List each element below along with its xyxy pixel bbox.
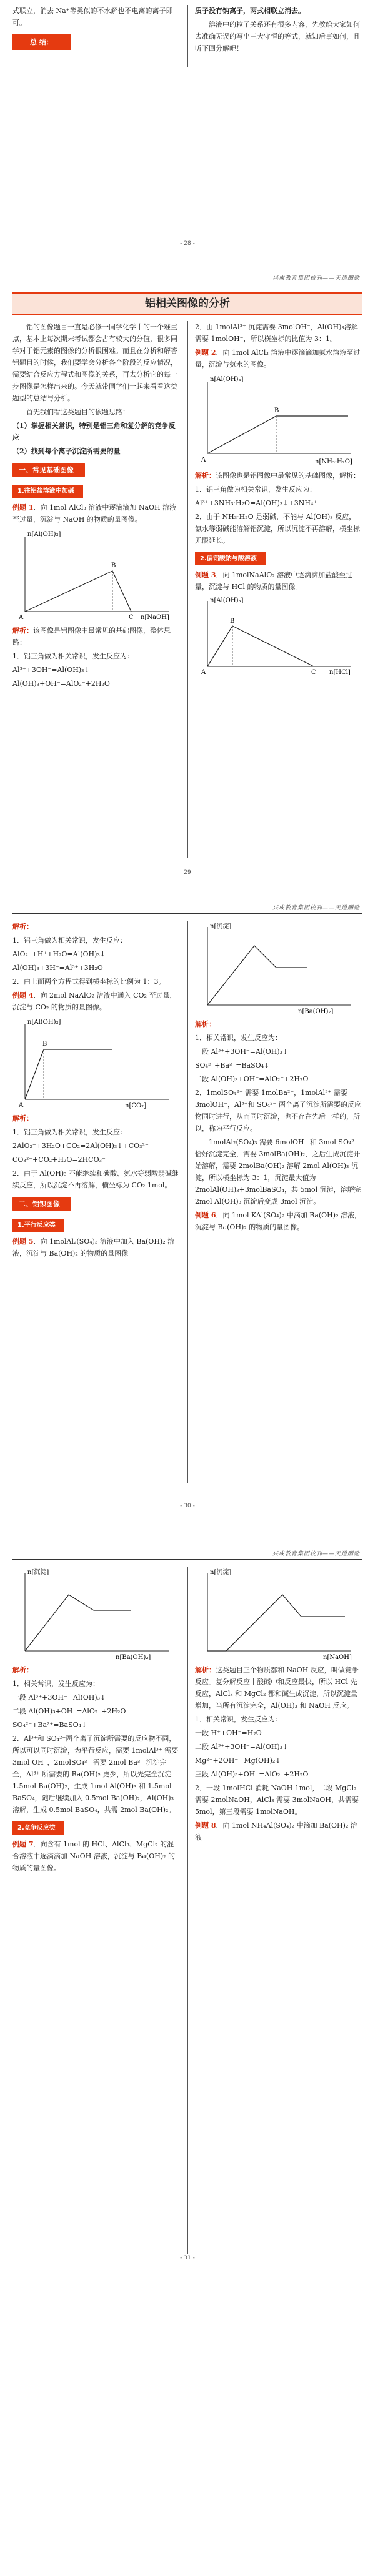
subsection-alsalt-base: 1.往铝盐溶液中加碱 bbox=[12, 485, 83, 498]
x-axis-label: n[NaOH] bbox=[141, 614, 169, 621]
point-a: A bbox=[19, 1102, 24, 1109]
graph-naalo2-hcl bbox=[195, 595, 358, 676]
page30-left-column bbox=[12, 921, 180, 1261]
p31-rstep-4: Mg²⁺+2OH⁻=Mg(OH)₂↓ bbox=[195, 1756, 281, 1765]
p31-rstep-3: 二段 Al³⁺+3OH⁻=Al(OH)₃↓ bbox=[195, 1743, 289, 1751]
x-axis-label: n[NaOH] bbox=[323, 1654, 352, 1660]
analysis-label: 解析： bbox=[12, 627, 33, 635]
page31-left-column bbox=[12, 1567, 180, 1876]
y-axis-label: n[沉淀] bbox=[210, 1569, 232, 1576]
curve bbox=[25, 571, 131, 612]
page-28 bbox=[0, 0, 375, 269]
header-rule bbox=[12, 913, 362, 914]
p30-right-4: 二段 Al(OH)₃+OH⁻=AlO₂⁻+2H₂O bbox=[195, 1075, 309, 1083]
p31-rstep-5: 三段 Al(OH)₃+OH⁻=AlO₂⁻+2H₂O bbox=[195, 1770, 309, 1778]
point-1: （1）掌握相关常识，特别是铝三角和复分解的竞争反应 bbox=[12, 422, 176, 442]
step-1-3: Al(OH)₃+OH⁻=AlO₂⁻+2H₂O bbox=[12, 680, 110, 688]
example-2-label: 例题 2 bbox=[195, 349, 216, 357]
point-c: C bbox=[311, 669, 316, 676]
p30-left-4: 2．由上面两个方程式得到横坐标的比例为 1：3。 bbox=[12, 978, 166, 986]
p30-right-1: 1．相关常识，发生反应为： bbox=[195, 1034, 282, 1042]
article-title: 铝相关图像的分析 bbox=[12, 292, 362, 315]
curve bbox=[25, 1595, 131, 1651]
curve bbox=[25, 1049, 112, 1099]
step-2-1: 1．铝三角做为相关常识，发生反应为： bbox=[195, 485, 316, 493]
example-8-label: 例题 8 bbox=[195, 1821, 216, 1830]
step-2-2: Al³⁺+3NH₃·H₂O=Al(OH)₃↓+3NH₄⁺ bbox=[195, 499, 318, 507]
intro-paragraph: 铝的图像题目一直是必修一同学化学中的一个难重点，基本上每次期末考试都会占有较大的分值，很多同学对于铝元素的图像的分析很困难。而且在分析和解答铝题目的时候，我们要学会分析各个阶段的反应情况，需要结合反应方程式和图像的关系，再去分析它的每一步图像是怎样出来的。今天就带同学们一起来看看这类题型的总结与分析。 bbox=[12, 323, 178, 402]
page-number: - 31 - bbox=[180, 2255, 195, 2261]
graph-mixed-naoh bbox=[195, 1567, 358, 1660]
y-axis-label: n[Al(OH)₃] bbox=[28, 531, 61, 538]
page30-right-column bbox=[195, 921, 362, 1235]
page28-right-text-1: 质子没有钠离子，两式相联立消去。 bbox=[195, 7, 305, 15]
y-axis-label: n[沉淀] bbox=[210, 923, 232, 930]
curve bbox=[208, 626, 314, 666]
analysis-label: 解析： bbox=[195, 1020, 216, 1028]
p30-right-6: 1molAl₂(SO₄)₃ 需要 6molOH⁻ 和 3mol SO₄²⁻ 恰好沉淀完全，需要 3molBa(OH)₂，之后生成沉淀开始溶解，需要 2molBa(OH)₂ 溶解 2mol Al(OH)₃ 沉淀，所以横坐标为 3：1，沉淀最大值为 2molAl(OH)₃+3molBaSO₄，共 5mol 沉淀，溶解完 2mol Al(OH)₃ 沉淀后变成 3mol 沉淀。 bbox=[195, 1138, 361, 1206]
y-axis-label: n[Al(OH)₃] bbox=[28, 1019, 61, 1026]
step-4-4: 2．由于 Al(OH)₃ 不能继续和碳酸、氨水等弱酸弱碱继续反应，所以沉淀不再溶解，横坐标为 CO₂ 1mol。 bbox=[12, 1169, 179, 1189]
curve bbox=[208, 416, 348, 453]
page-number: - 28 - bbox=[180, 240, 195, 247]
running-header: 兴成教育集团校刊——天道酬勤 bbox=[272, 905, 360, 911]
graph-naalo2-co2 bbox=[12, 1015, 175, 1109]
p31-left-1: 1．相关常识，发生反应为： bbox=[12, 1680, 99, 1688]
point-b: B bbox=[274, 407, 279, 414]
example-6-label: 例题 6 bbox=[195, 1211, 216, 1219]
x-axis-label: n[HCl] bbox=[329, 669, 351, 676]
point-b: B bbox=[230, 618, 235, 625]
p31-rstep-6: 2．一段 1molHCl 消耗 NaOH 1mol，二段 MgCl₂ 需要 2molNaOH，AlCl₃ 需要 3molNaOH，共需要 5mol，第三段需要 1molNaOH。 bbox=[195, 1784, 359, 1816]
step-4-2: 2AlO₂⁻+3H₂O+CO₂=2Al(OH)₃↓+CO₃²⁻ bbox=[12, 1142, 149, 1150]
page28-right-column bbox=[195, 5, 362, 56]
subsection-competition: 2.竞争反应类 bbox=[12, 1821, 64, 1835]
curve bbox=[208, 946, 308, 1005]
p30-left-1: 1．铝三角做为相关常识，发生反应： bbox=[12, 936, 127, 944]
example-4-text: ．向 2mol NaAlO₂ 溶液中通入 CO₂ 至过量，沉淀与 CO₂ 的物质的量图像。 bbox=[12, 991, 177, 1011]
graph-alcl3-naoh bbox=[12, 527, 175, 621]
point-b: B bbox=[111, 562, 116, 569]
page-number: - 30 - bbox=[180, 1503, 195, 1509]
section-al-ba-graphs: 二、铝钡图像 bbox=[12, 1197, 71, 1211]
example-1-label: 例题 1 bbox=[12, 503, 34, 512]
page29-right-column bbox=[195, 321, 362, 680]
x-axis-label: n[Ba(OH)₂] bbox=[298, 1008, 334, 1014]
example-2-text: ．向 1mol AlCl₃ 溶液中逐滴滴加氨水溶液至过量，沉淀与氨水的图像。 bbox=[195, 349, 361, 369]
running-header: 兴成教育集团校刊——天道酬勤 bbox=[272, 275, 360, 282]
step-4-1: 1．铝三角做为相关常识，发生反应： bbox=[12, 1128, 127, 1136]
page-number: 29 bbox=[184, 869, 191, 876]
y-axis-label: n[沉淀] bbox=[28, 1569, 49, 1576]
analysis-label: 解析： bbox=[12, 923, 33, 931]
x-axis-label: n[NH₃·H₂O] bbox=[315, 458, 352, 465]
page28-left-text: 式联立，消去 Na⁺等类似的不水解也不电离的离子即可。 bbox=[12, 7, 173, 27]
analysis-label: 解析： bbox=[195, 1666, 216, 1674]
point-2: （2）找到每个离子沉淀所需要的量 bbox=[12, 447, 121, 455]
analysis-label: 解析： bbox=[12, 1666, 33, 1674]
p30-left-3: Al(OH)₃+3H⁺=Al³⁺+3H₂O bbox=[12, 964, 103, 972]
p30-left-2: AlO₂⁻+H⁺+H₂O=Al(OH)₃↓ bbox=[12, 950, 106, 958]
p30-right-2: 一段 Al³⁺+3OH⁻=Al(OH)₃↓ bbox=[195, 1048, 289, 1056]
example-8-text: ．向 1mol NH₄Al(SO₄)₂ 中滴加 Ba(OH)₂ 溶液 bbox=[195, 1821, 358, 1841]
example-7-label: 例题 7 bbox=[12, 1840, 34, 1848]
page-30 bbox=[0, 899, 375, 1524]
example-1-text: ．向 1mol AlCl₃ 溶液中逐滴滴加 NaOH 溶液至过量，沉淀与 NaOH 的物质的量图像。 bbox=[12, 503, 177, 523]
example-5-text: ．向 1molAl₂(SO₄)₃ 溶液中加入 Ba(OH)₂ 溶液，沉淀与 Ba(OH)₂ 的物质的量图像 bbox=[12, 1237, 175, 1257]
summary-badge: 总 结： bbox=[12, 34, 71, 50]
analysis-2: 该图像也是铝图像中最常见的基础图像，解析： bbox=[216, 472, 360, 480]
x-axis-label: n[CO₂] bbox=[125, 1102, 147, 1109]
step-4-3: CO₃²⁻+CO₂+H₂O=2HCO₃⁻ bbox=[12, 1156, 106, 1164]
example-3-text: ．向 1molNaAlO₂ 溶液中逐滴滴加盐酸至过量，沉淀与 HCl 的物质的量图像。 bbox=[195, 571, 353, 591]
analysis-label: 解析： bbox=[195, 472, 216, 480]
example-6-text: ．向 1mol KAl(SO₄)₂ 中滴加 Ba(OH)₂ 溶液，沉淀与 Ba(OH)₂ 的物质的量图像。 bbox=[195, 1211, 361, 1231]
point-a: A bbox=[19, 614, 24, 621]
analysis-1: 该图像是铝图像中最常见的基础图像，整体思路： bbox=[12, 627, 171, 646]
step-2-3: 2．由于 NH₃·H₂O 是弱碱，不能与 Al(OH)₃ 反应，氨水等弱碱能溶解铝沉淀，所以沉淀不再溶解，横坐标无限延长。 bbox=[195, 513, 360, 545]
step-1-1: 1．铝三角做为相关常识，发生反应为： bbox=[12, 652, 134, 660]
page28-right-text-2: 溶液中的粒子关系还有很多内容，先教给大家如何去准确无误的写出三大守恒的等式，就知后事如何，且听下回分解吧！ bbox=[195, 21, 360, 52]
page28-left-column bbox=[12, 5, 180, 54]
example-5-label: 例题 5 bbox=[12, 1237, 34, 1246]
page-29 bbox=[0, 270, 375, 894]
p31-left-5: 2．Al³⁺和 SO₄²⁻两个离子沉淀所需要的反应物不同，所以可以同时沉淀，为平行反应，需要 1molAl³⁺ 需要 3mol OH⁻，2molSO₄²⁻ 需要 2mol Ba²⁺ 沉淀完全，Al³⁺ 所需要的 Ba(OH)₂ 更少，所以先完全沉淀 1.5mol Ba(OH)₂，生成 1mol Al(OH)₃ 和 1.5mol BaSO₄，随后继续加入 0.5mol Ba(OH)₂，Al(OH)₃ 溶解，生成 0.5mol BaSO₄，共需 2mol Ba(OH)₂。 bbox=[12, 1735, 179, 1814]
p31-rstep-2: 一段 H⁺+OH⁻=H₂O bbox=[195, 1729, 262, 1737]
curve bbox=[208, 1595, 345, 1651]
running-header: 兴成教育集团校刊——天道酬勤 bbox=[272, 1551, 360, 1557]
p31-left-3: 二段 Al(OH)₃+OH⁻=AlO₂⁻+2H₂O bbox=[12, 1707, 126, 1715]
analysis-label: 解析： bbox=[12, 1114, 33, 1122]
point-a: A bbox=[201, 669, 206, 676]
p31-right-1: 这类题目三个物质都和 NaOH 反应，叫做竞争反应。复分解反应中酸碱中和反应最快，所以 HCl 先反应，AlCl₃ 和 MgCl₂ 都和碱生成沉淀，所以沉淀量增加，当所有沉淀完全，Al(OH)₃ 和 NaOH 反应。 bbox=[195, 1666, 359, 1710]
example-3-label: 例题 3 bbox=[195, 571, 216, 579]
subsection-aluminate-acid: 2.偏铝酸钠与酸溶液 bbox=[195, 552, 266, 565]
subsection-parallel: 1.平行反应类 bbox=[12, 1219, 64, 1232]
right-step-2: 2．由 1molAl³⁺ 沉淀需要 3molOH⁻，Al(OH)₃溶解需要 1molOH⁻，所以横坐标的比值为 3：1。 bbox=[195, 323, 358, 343]
y-axis-label: n[Al(OH)₃] bbox=[210, 376, 244, 383]
example-7-text: ．向含有 1mol 的 HCl、AlCl₃、MgCl₂ 的混合溶液中逐滴滴加 NaOH 溶液，沉淀与 Ba(OH)₂ 的物质的量图像。 bbox=[12, 1840, 176, 1872]
section-basic-graphs: 一、常见基础图像 bbox=[12, 463, 85, 477]
p30-right-3: SO₄²⁻+Ba²⁺=BaSO₄↓ bbox=[195, 1061, 270, 1069]
y-axis-label: n[Al(OH)₃] bbox=[210, 597, 244, 604]
page-31 bbox=[0, 1537, 375, 2576]
p31-rstep-1: 1．相关常识，发生反应为： bbox=[195, 1715, 282, 1723]
example-4-label: 例题 4 bbox=[12, 991, 34, 999]
point-c: C bbox=[129, 614, 134, 621]
x-axis-label: n[Ba(OH)₂] bbox=[116, 1654, 151, 1660]
p30-right-5: 2．1molSO₄²⁻ 需要 1molBa²⁺，1molAl³⁺ 需要 3molOH⁻，Al³⁺和 SO₄²⁻ 两个离子沉淀所需要的反应物同时进行，从而同时沉淀，也不存在先后一样的，所以，称为平行反应。 bbox=[195, 1089, 361, 1132]
graph-kalso42-baoh2 bbox=[12, 1567, 175, 1660]
intro-thinking: 首先我们看这类题目的依题思路： bbox=[26, 408, 129, 416]
point-b: B bbox=[42, 1041, 48, 1048]
page31-right-column bbox=[195, 1567, 362, 1845]
header-rule bbox=[12, 1559, 362, 1560]
graph-al2so43-baoh2 bbox=[195, 921, 358, 1014]
point-a: A bbox=[201, 457, 206, 463]
p31-left-2: 一段 Al³⁺+3OH⁻=Al(OH)₃↓ bbox=[12, 1693, 106, 1702]
page29-left-column bbox=[12, 321, 180, 691]
p31-left-4: SO₄²⁻+Ba²⁺=BaSO₄↓ bbox=[12, 1721, 88, 1729]
graph-alcl3-nh3 bbox=[195, 372, 358, 466]
step-1-2: Al³⁺+3OH⁻=Al(OH)₃↓ bbox=[12, 666, 90, 674]
